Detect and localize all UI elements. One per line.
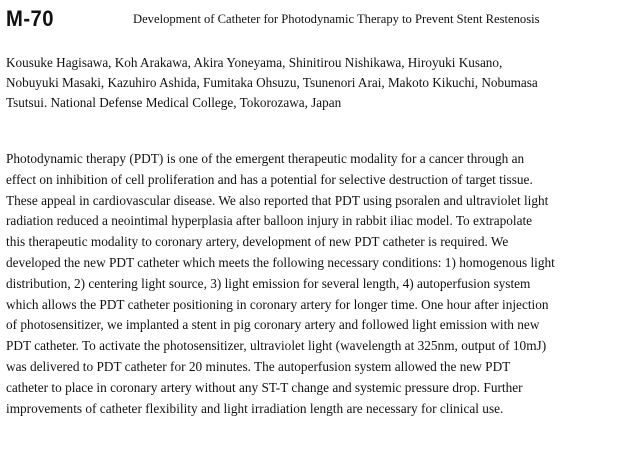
abstract-title: Development of Catheter for Photodynamic Therapy to Prevent Stent Restenosis <box>133 12 540 26</box>
body-line: improvements of catheter flexibility and light irradiation length are necessary for clinical use. <box>6 400 504 416</box>
body-line: distribution, 2) centering light source, 3) light emission for several length, 4) autoperfusion system <box>6 275 531 291</box>
body-line: Photodynamic therapy (PDT) is one of the emergent therapeutic modality for a cancer through an <box>6 151 525 166</box>
abstract-header <box>6 6 636 36</box>
body-line: developed the new PDT catheter which meets the following necessary conditions: 1) homogenous light <box>6 254 555 270</box>
body-line: effect on inhibition of cell proliferation and has a potential for selective destruction of target tissue. <box>6 171 533 187</box>
body-line: These appeal in cardiovascular disease. We also reported that PDT using psoralen and ultraviolet light <box>6 192 549 208</box>
author-line: Tsutsui. National Defense Medical College, Tokorozawa, Japan <box>6 95 342 110</box>
author-line: Nobuyuki Masaki, Kazuhiro Ashida, Fumitaka Ohsuzu, Tsunenori Arai, Makoto Kikuchi, Nobumasa <box>6 75 538 90</box>
body-line: was delivered to PDT catheter for 20 minutes. The autoperfusion system allowed the new PDT <box>6 358 511 374</box>
body-line: radiation reduced a neointimal hyperplasia after balloon injury in rabbit iliac model. To extrapolate <box>6 213 533 229</box>
body-line: catheter to place in coronary artery without any ST-T change and systemic pressure drop. Further <box>6 379 523 395</box>
author-line: Kousuke Hagisawa, Koh Arakawa, Akira Yoneyama, Shinitirou Nishikawa, Hiroyuki Kusano, <box>6 55 503 70</box>
body-line: PDT catheter. To activate the photosensitizer, ultraviolet light (wavelength at 325nm, output of 10mJ) <box>6 338 547 354</box>
abstract-body <box>6 149 636 419</box>
body-line: which allows the PDT catheter positioning in coronary artery for longer time. One hour after injection <box>6 296 549 312</box>
body-line: of photosensitizer, we implanted a stent in pig coronary artery and followed light emission with new <box>6 317 540 333</box>
abstract-id: M-70 <box>6 6 54 31</box>
author-affiliation-block <box>6 53 634 113</box>
body-line: this therapeutic modality to coronary artery, development of new PDT catheter is required. We <box>6 234 509 250</box>
